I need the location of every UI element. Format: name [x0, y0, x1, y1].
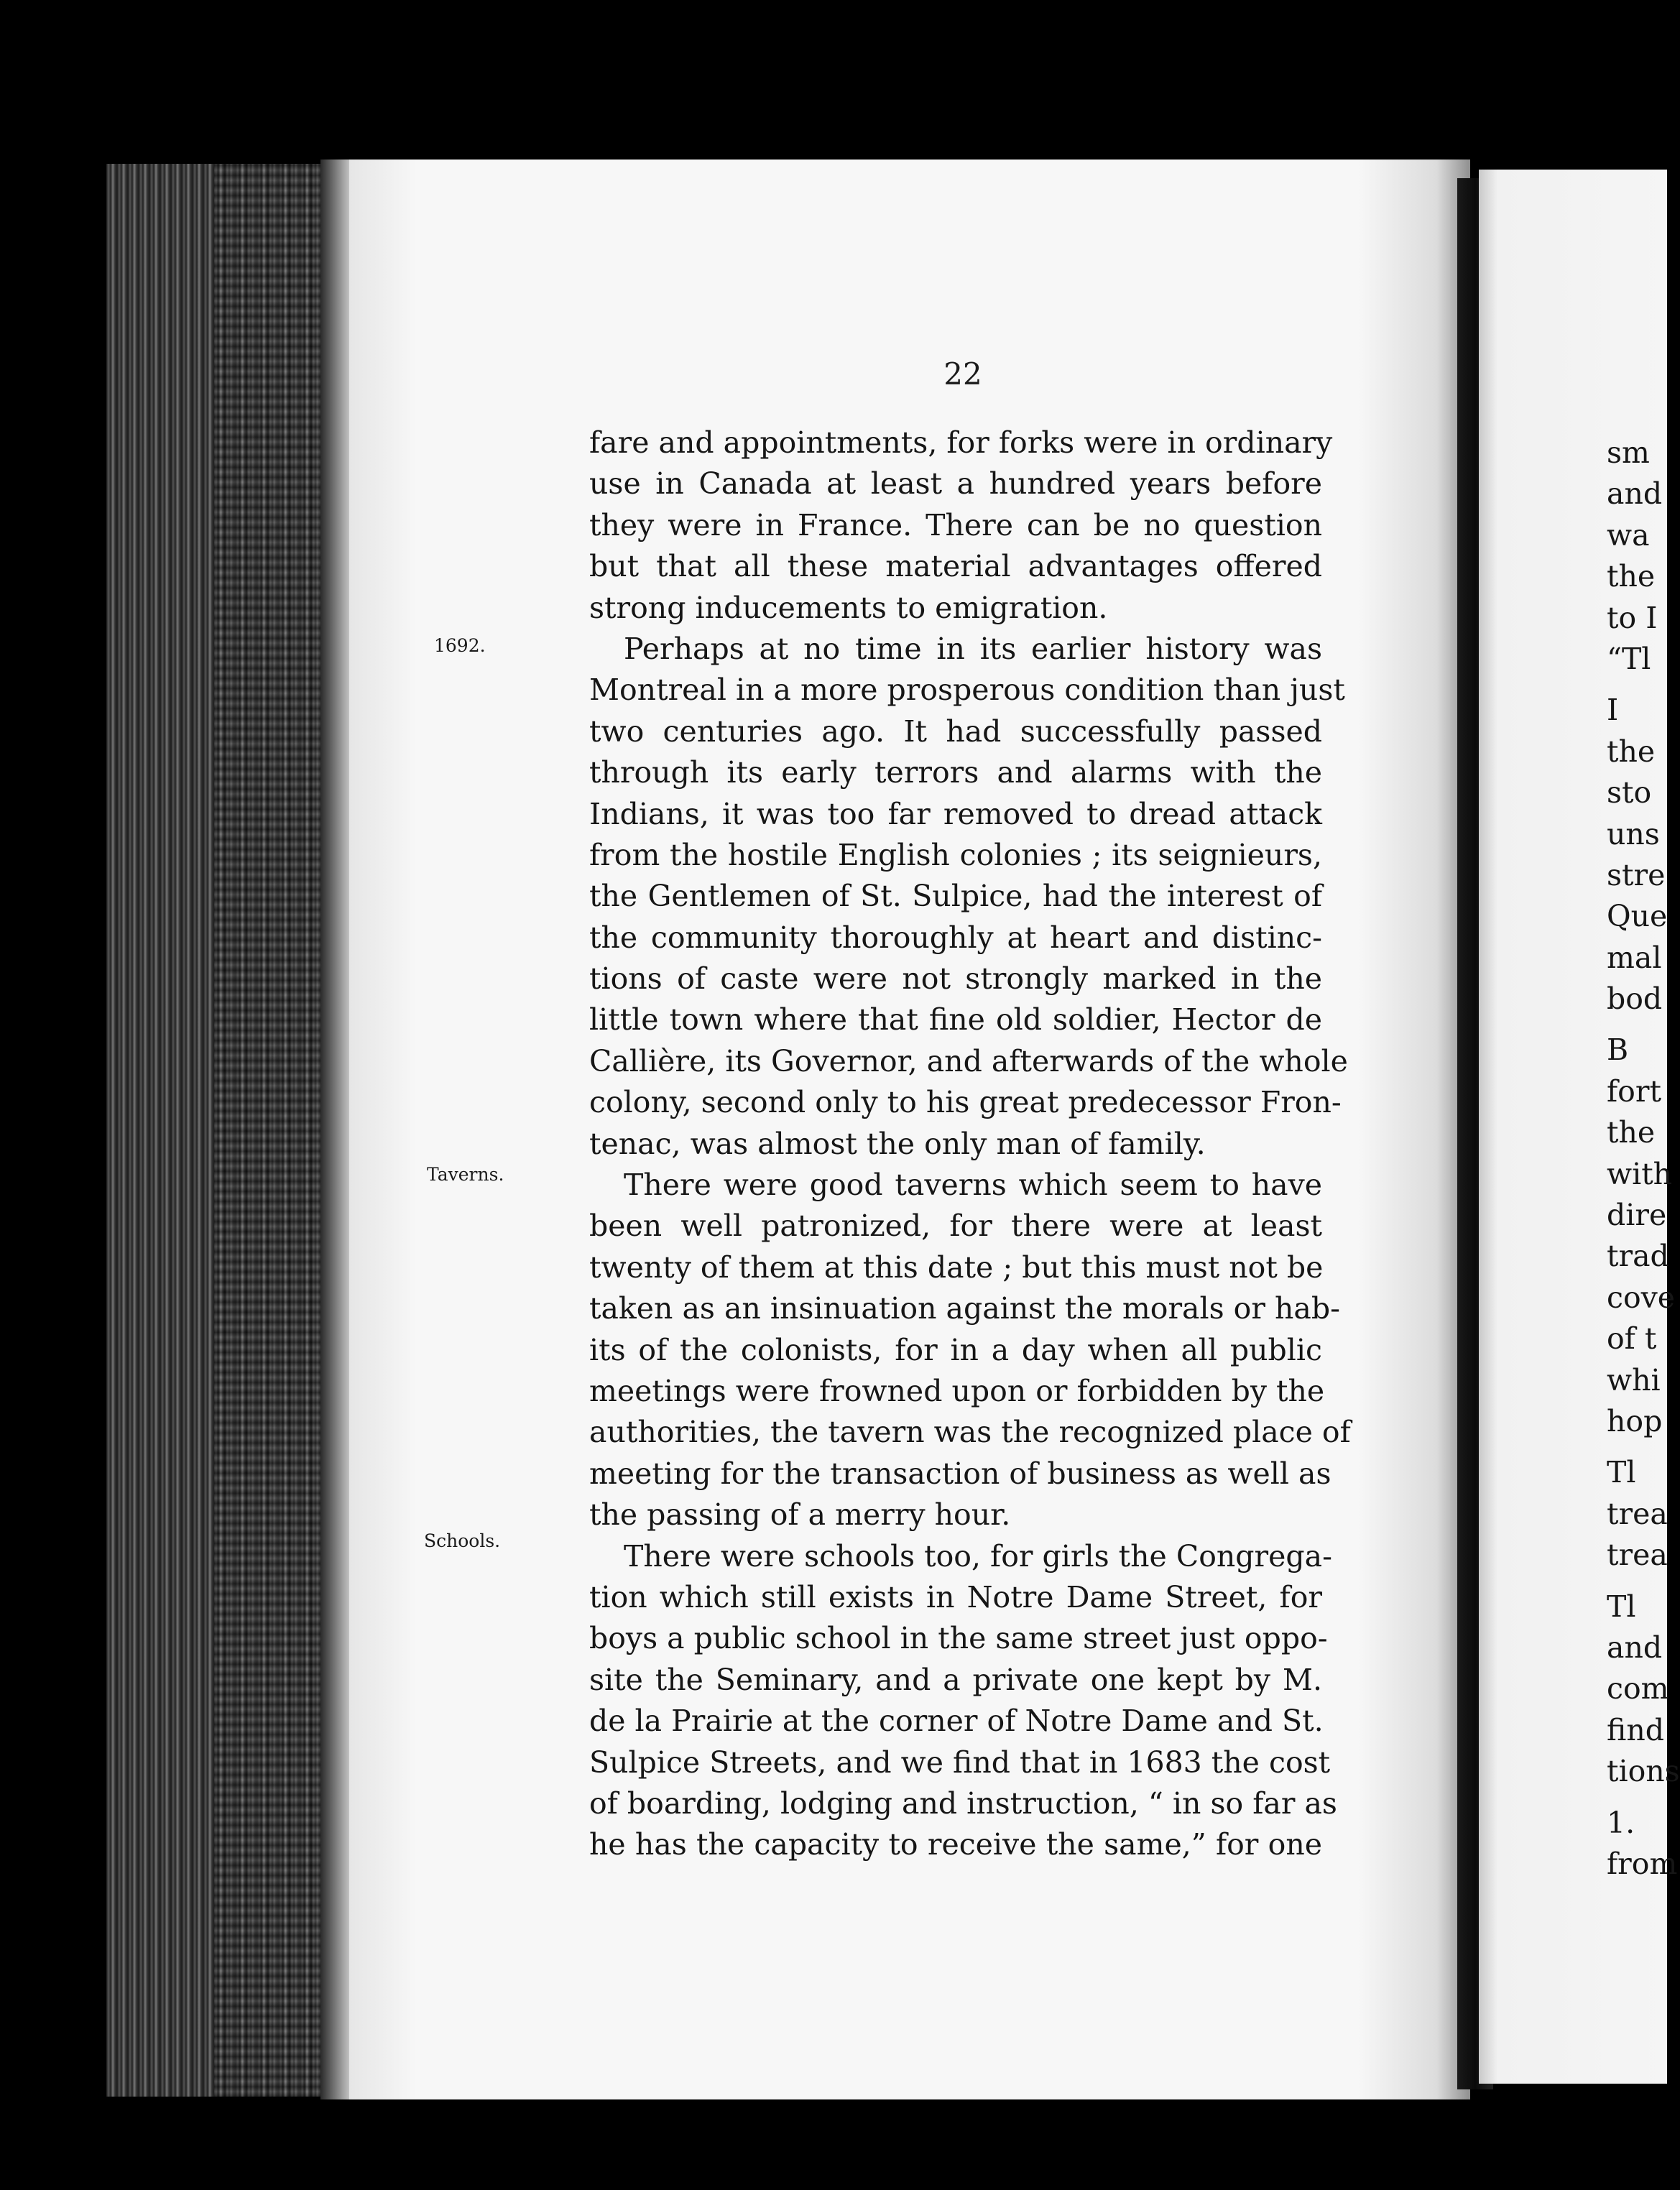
text-line: they were in France. There can be no question [589, 507, 1322, 542]
body-text [589, 422, 1351, 1866]
next-page-fragment: B [1607, 1032, 1629, 1068]
text-line: Callière, its Governor, and afterwards of the whole [589, 1043, 1348, 1078]
next-page-fragment: sm [1607, 435, 1650, 470]
text-line: two centuries ago. It had successfully passed [589, 713, 1322, 749]
text-line: Indians, it was too far removed to dread attack [589, 796, 1322, 831]
next-page-fragment: trad [1607, 1239, 1669, 1274]
text-line: site the Seminary, and a private one kept by M. [589, 1662, 1322, 1697]
text-line: Montreal in a more prosperous condition than just [589, 673, 1345, 708]
text-line: little town where that fine old soldier, Hector de [589, 1002, 1322, 1038]
next-page-fragment: com [1607, 1671, 1669, 1706]
next-page-fragment: I [1607, 693, 1619, 728]
text-line: the passing of a merry hour. [589, 1497, 1011, 1533]
text-line: tion which still exists in Notre Dame Street, for [589, 1579, 1322, 1614]
text-line: Sulpice Streets, and we find that in 1683 the cost [589, 1745, 1331, 1780]
margin-note-taverns: Taverns. [427, 1164, 504, 1185]
next-page-fragment: find [1607, 1712, 1664, 1747]
next-page-fragment: “Tl [1607, 641, 1651, 676]
next-page-fragment: and [1607, 1630, 1663, 1665]
next-page-fragment: Tl [1607, 1455, 1636, 1490]
text-line: taken as an insinuation against the morals or hab- [589, 1291, 1340, 1326]
next-page-fragment: to I [1607, 600, 1658, 635]
next-page-fragment: the [1607, 559, 1656, 594]
text-line: fare and appointments, for forks were in ordinary [589, 425, 1333, 460]
text-line: been well patronized, for there were at least [589, 1209, 1322, 1244]
text-line: meeting for the transaction of business as well as [589, 1456, 1331, 1491]
next-page-fragment: Tl [1607, 1589, 1636, 1624]
next-page-fragment: of t [1607, 1321, 1657, 1357]
margin-note-schools: Schools. [424, 1530, 501, 1551]
next-page-fragment: and [1607, 476, 1663, 512]
next-page-fragment: hop [1607, 1403, 1663, 1438]
text-line: boys a public school in the same street just oppo- [589, 1621, 1328, 1656]
text-line: meetings were frowned upon or forbidden by the [589, 1373, 1325, 1408]
text-line: he has the capacity to receive the same,” for one [589, 1827, 1322, 1862]
text-line: There were schools too, for girls the Congrega- [624, 1538, 1332, 1574]
text-line: through its early terrors and alarms with the [589, 755, 1322, 790]
next-page-fragment: whi [1607, 1362, 1661, 1397]
next-page-fragment: trea [1607, 1496, 1668, 1531]
next-page-fragment: fort [1607, 1073, 1661, 1109]
text-line: the Gentlemen of St. Sulpice, had the interest of [589, 879, 1322, 914]
next-page-fragment: sto [1607, 775, 1652, 810]
text-line: twenty of them at this date ; but this must not be [589, 1249, 1324, 1285]
next-page-fragment: stre [1607, 857, 1666, 892]
page-number: 22 [943, 356, 982, 392]
next-page-fragment: cove [1607, 1280, 1676, 1315]
text-line: tenac, was almost the only man of family. [589, 1126, 1206, 1161]
text-line: its of the colonists, for in a day when all public [589, 1332, 1322, 1367]
next-page-fragment: 1. [1607, 1805, 1635, 1840]
text-line: authorities, the tavern was the recognized place of [589, 1415, 1351, 1450]
text-line: Perhaps at no time in its earlier history was [624, 631, 1322, 666]
text-line: de la Prairie at the corner of Notre Dame and St. [589, 1704, 1324, 1739]
next-page-fragment: with [1607, 1156, 1673, 1191]
text-line: use in Canada at least a hundred years before [589, 466, 1322, 502]
text-line: the community thoroughly at heart and distinc- [589, 920, 1322, 955]
text-line: from the hostile English colonies ; its seignieurs, [589, 837, 1322, 872]
next-page-fragment: mal [1607, 940, 1662, 975]
next-page-fragment: the [1607, 1115, 1656, 1150]
margin-note-year: 1692. [434, 635, 486, 656]
text-line: colony, second only to his great predecessor Fron- [589, 1085, 1342, 1120]
text-line: of boarding, lodging and instruction, “ in so far as [589, 1785, 1337, 1821]
next-page-text [1607, 433, 1680, 1885]
page-gutter-shadow [320, 160, 351, 2099]
next-page-fragment: wa [1607, 517, 1650, 553]
book-page-edges [106, 164, 345, 2097]
text-line: strong inducements to emigration. [589, 590, 1108, 625]
next-page-fragment: trea [1607, 1538, 1668, 1573]
text-line: but that all these material advantages offered [589, 549, 1322, 584]
next-page-fragment: bod [1607, 981, 1663, 1017]
next-page-fragment: tions [1607, 1754, 1680, 1789]
next-page-fragment: Que [1607, 899, 1668, 934]
text-line: tions of caste were not strongly marked in the [589, 961, 1322, 997]
text-line: There were good taverns which seem to have [624, 1168, 1322, 1203]
next-page-fragment: uns [1607, 816, 1660, 851]
next-page-fragment: dire [1607, 1198, 1667, 1233]
next-page-fragment: the [1607, 734, 1656, 769]
next-page-fragment: from [1607, 1846, 1678, 1881]
